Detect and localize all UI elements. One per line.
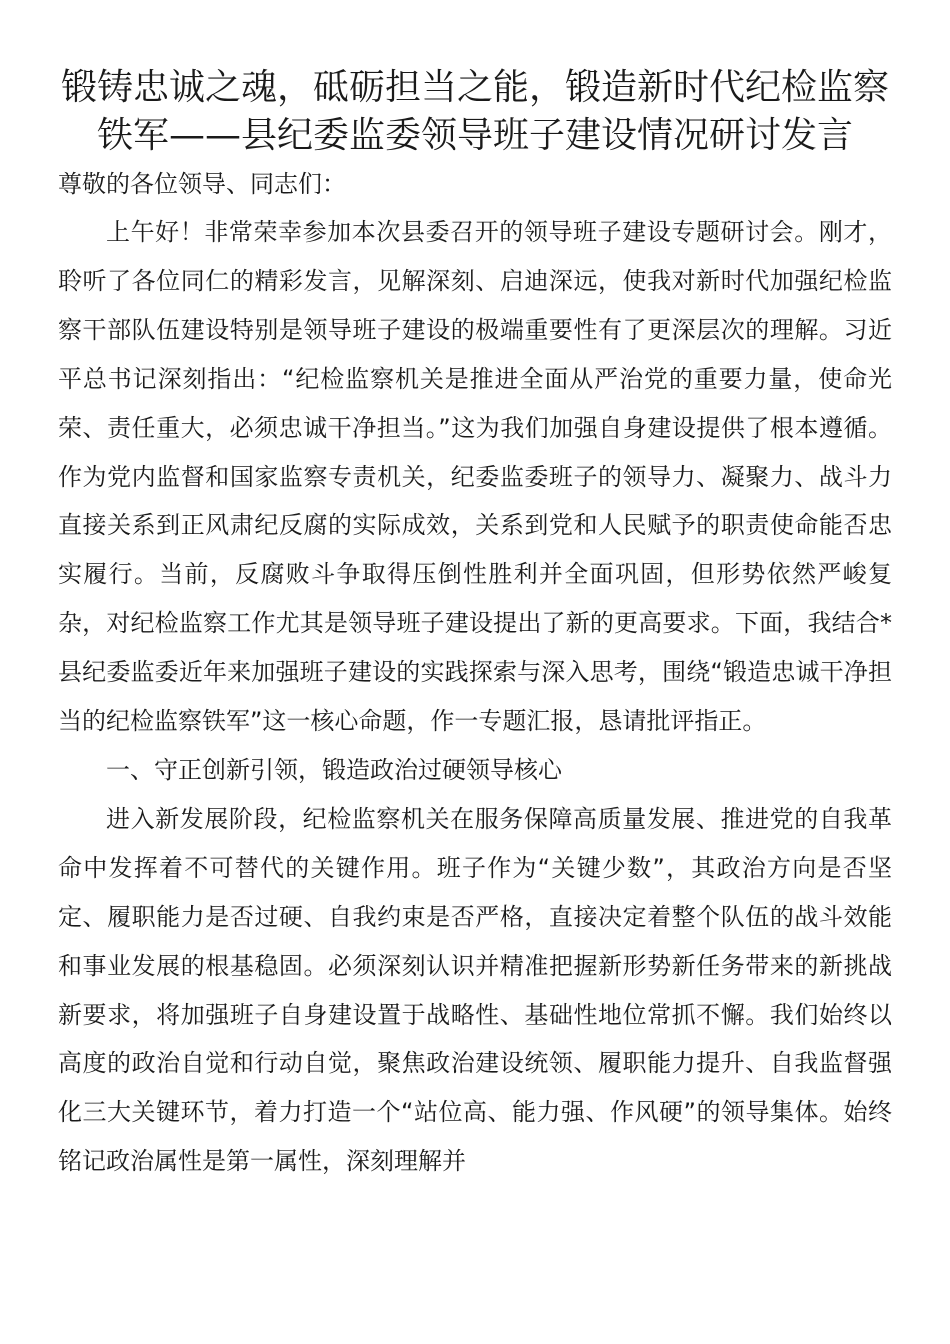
section-heading: 一、守正创新引领，锻造政治过硬领导核心 — [106, 755, 562, 784]
document-title: 锻铸忠诚之魂，砥砺担当之能，锻造新时代纪检监察铁军——县纪委监委领导班子建设情况研讨发言 — [60, 67, 889, 156]
section-paragraph: 进入新发展阶段，纪检监察机关在服务保障高质量发展、推进党的自我革命中发挥着不可替代的关键作用。班子作为“关键少数”，其政治方向是否坚定、履职能力是否过硬、自我约束是否严格，直接决定着整个队伍的战斗效能和事业发展的根基稳固。必须深刻认识并精准把握新形势新任务带来的新挑战新要求，将加强班子自身建设置于战略性、基础性地位常抓不懈。我们始终以高度的政治自觉和行动自觉，聚焦政治建设统领、履职能力提升、自我监督强化三大关键环节，着力打造一个“站位高、能力强、作风硬”的领导集体。始终铭记政治属性是第一属性，深刻理解并 — [58, 804, 892, 1176]
salutation: 尊敬的各位领导、同志们： — [58, 170, 346, 198]
opening-paragraph: 上午好！非常荣幸参加本次县委召开的领导班子建设专题研讨会。刚才，聆听了各位同仁的精彩发言，见解深刻、启迪深远，使我对新时代加强纪检监察干部队伍建设特别是领导班子建设的极端重要性有了更深层次的理解。习近平总书记深刻指出：“纪检监察机关是推进全面从严治党的重要力量，使命光荣、责任重大，必须忠诚干净担当。”这为我们加强自身建设提供了根本遵循。作为党内监督和国家监察专责机关，纪委监委班子的领导力、凝聚力、战斗力直接关系到正风肃纪反腐的实际成效，关系到党和人民赋予的职责使命能否忠实履行。当前，反腐败斗争取得压倒性胜利并全面巩固，但形势依然严峻复杂，对纪检监察工作尤其是领导班子建设提出了新的更高要求。下面，我结合*县纪委监委近年来加强班子建设的实践探索与深入思考，围绕“锻造忠诚干净担当的纪检监察铁军”这一核心命题，作一专题汇报，恳请批评指正。 — [58, 218, 892, 736]
document-page — [58, 64, 892, 1186]
